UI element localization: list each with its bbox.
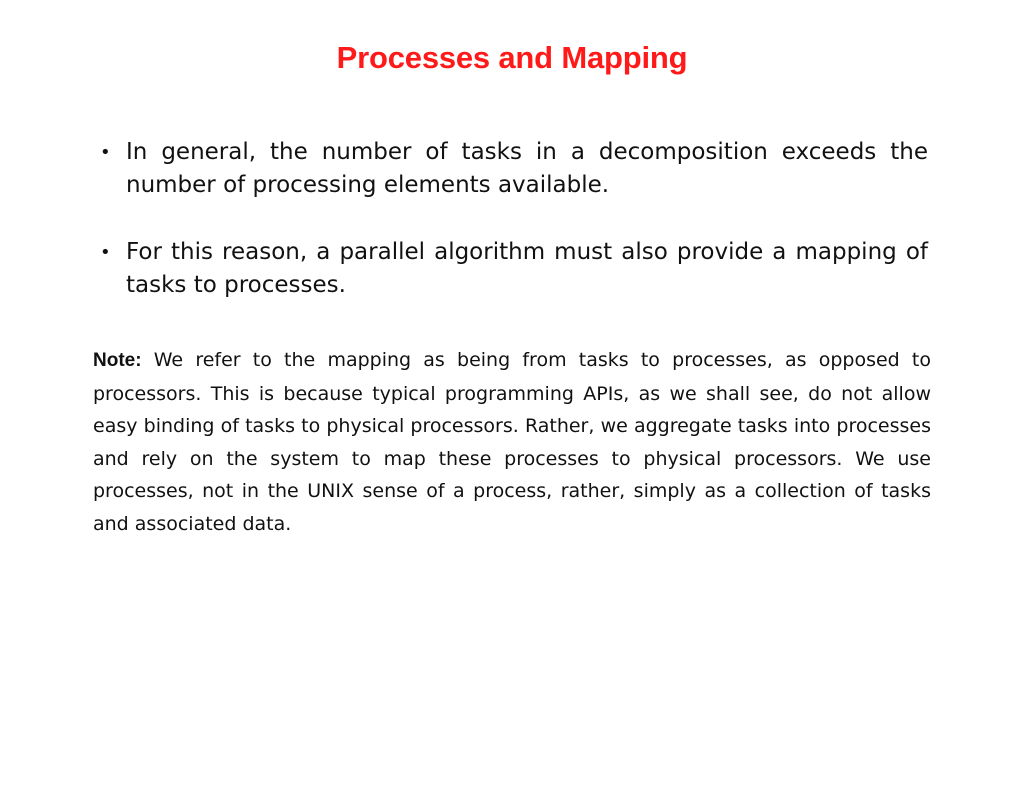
bullet-text: For this reason, a parallel algorithm must also provide a mapping of tasks to processes. xyxy=(126,239,928,298)
bullet-list xyxy=(98,136,928,336)
bullet-item xyxy=(98,236,928,302)
bullet-marker: • xyxy=(100,242,111,263)
bullet-marker: • xyxy=(100,142,111,163)
note-text: We refer to the mapping as being from tasks to processes, as opposed to processors. This is because typical programming APIs, as we shall see, do not allow easy binding of tasks to physical processors. Rather, we aggregate tasks into processes and rely on the system to map these processes to physical processors. We use processes, not in the UNIX sense of a process, rather, simply as a collection of tasks and associated data. xyxy=(93,349,931,535)
slide-title: Processes and Mapping xyxy=(336,40,688,75)
bullet-text: In general, the number of tasks in a decomposition exceeds the number of processing elements available. xyxy=(126,139,928,198)
note-label: Note: xyxy=(93,350,142,371)
note-paragraph xyxy=(93,344,931,540)
bullet-item xyxy=(98,136,928,202)
